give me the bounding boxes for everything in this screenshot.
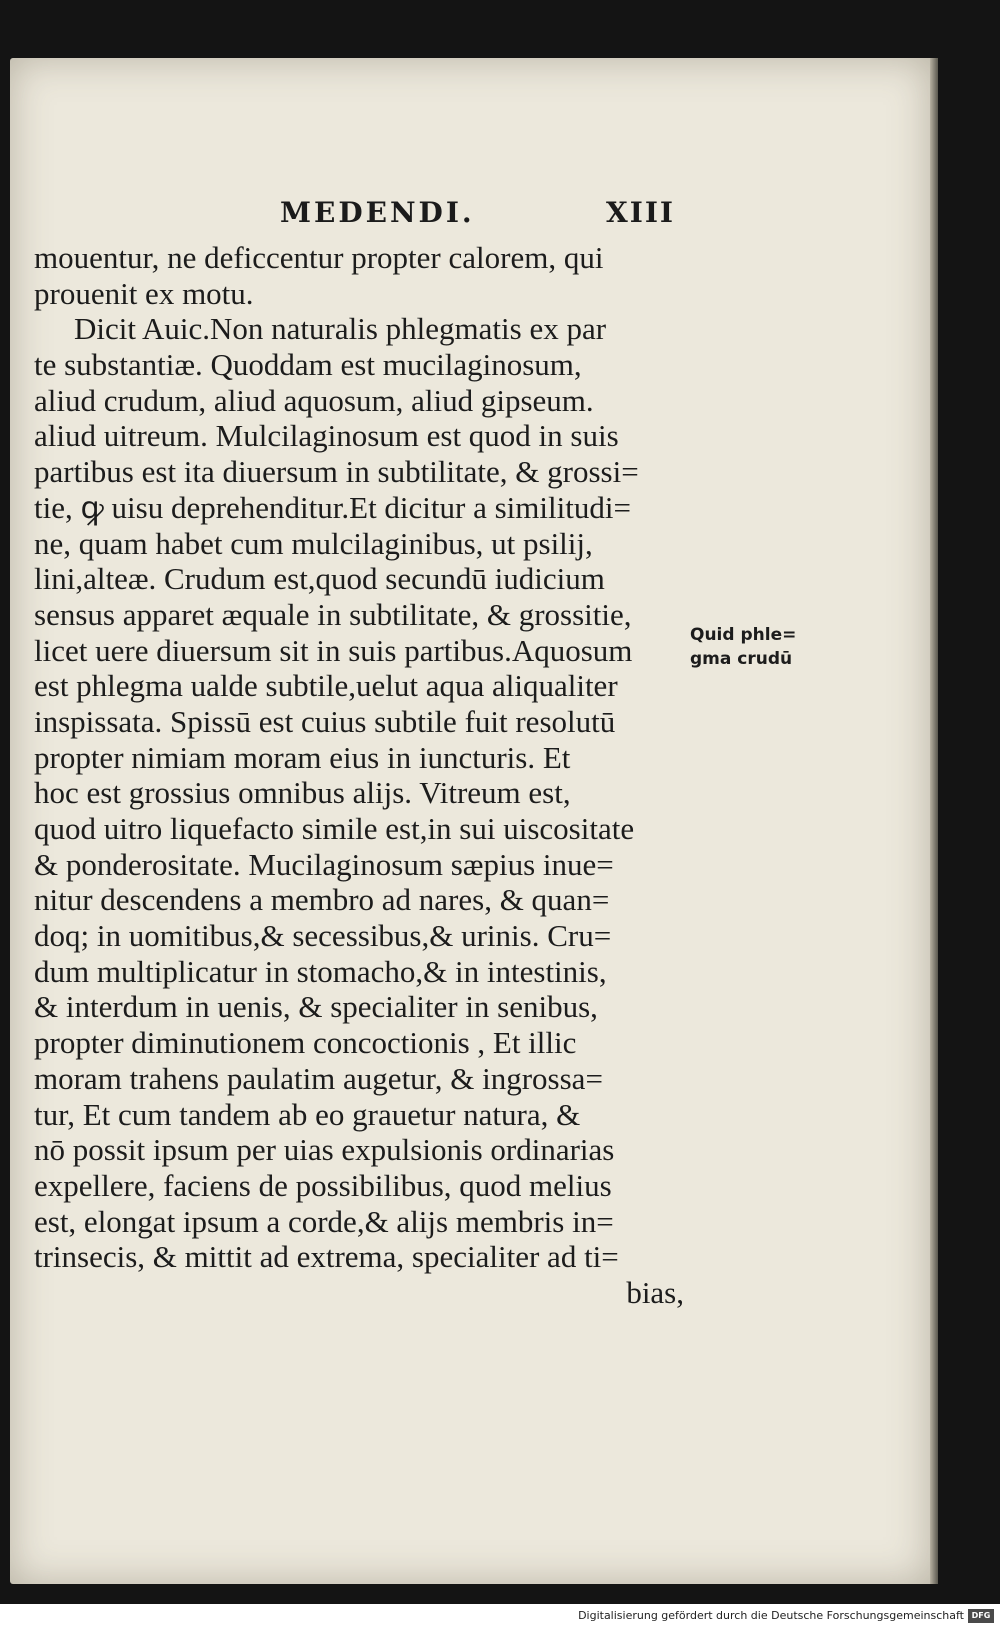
text-line: expellere, faciens de possibilibus, quod melius <box>34 1167 612 1203</box>
text-line: dum multiplicatur in stomacho,& in intestinis, <box>34 953 607 989</box>
text-line: lini,alteæ. Crudum est,quod secundū iudicium <box>34 561 605 597</box>
text-line: prouenit ex motu. <box>34 275 254 311</box>
text-line: sensus apparet æquale in subtilitate, & grossitie, <box>34 596 632 632</box>
dfg-logo-icon: DFG <box>968 1609 994 1623</box>
text-line: licet uere diuersum sit in suis partibus.Aquosum <box>34 632 633 668</box>
text-line: te substantiæ. Quoddam est mucilaginosum, <box>34 347 582 383</box>
text-line: & ponderositate. Mucilaginosum sæpius inue= <box>34 846 614 882</box>
footer-bar <box>0 1604 1000 1630</box>
text-line: propter nimiam moram eius in iuncturis. Et <box>34 739 571 775</box>
book-page <box>10 58 930 1584</box>
funding-credit: Digitalisierung gefördert durch die Deutsche Forschungsgemeinschaft <box>578 1609 964 1622</box>
text-line: nō possit ipsum per uias expulsionis ordinarias <box>34 1132 615 1168</box>
text-line: est, elongat ipsum a corde,& alijs membris in= <box>34 1203 614 1239</box>
text-line: aliud crudum, aliud aquosum, aliud gipseum. <box>34 382 594 418</box>
text-line: mouentur, ne deficcentur propter calorem, qui <box>34 240 604 275</box>
text-line: tur, Et cum tandem ab eo grauetur natura, & <box>34 1096 581 1132</box>
marginal-note-line: Quid phle= <box>690 625 797 645</box>
running-head: MEDENDI. <box>280 196 475 229</box>
folio-number: XIII <box>606 196 676 229</box>
text-line: Dicit Auic.Non naturalis phlegmatis ex par <box>74 311 607 347</box>
text-line: tie, ꝙ uisu deprehenditur.Et dicitur a similitudi= <box>34 489 631 525</box>
text-line: propter diminutionem concoctionis , Et illic <box>34 1025 577 1061</box>
marginal-note-line: gma crudū <box>690 649 793 669</box>
text-line: moram trahens paulatim augetur, & ingrossa= <box>34 1060 603 1096</box>
text-line: aliud uitreum. Mulcilaginosum est quod in suis <box>34 418 619 454</box>
page-edge <box>930 58 938 1584</box>
text-line: inspissata. Spissū est cuius subtile fuit resolutū <box>34 703 616 739</box>
text-line: quod uitro liquefacto simile est,in sui uiscositate <box>34 811 635 846</box>
marginal-note <box>690 623 830 671</box>
text-line: trinsecis, & mittit ad extrema, specialiter ad ti= <box>34 1239 619 1275</box>
text-line: ne, quam habet cum mulcilaginibus, ut psilij, <box>34 525 593 561</box>
text-line: partibus est ita diuersum in subtilitate, & grossi= <box>34 454 639 490</box>
text-line: nitur descendens a membro ad nares, & quan= <box>34 882 610 918</box>
text-line: doq; in uomitibus,& secessibus,& urinis. Cru= <box>34 918 612 954</box>
main-text <box>34 240 684 1311</box>
page-header <box>10 196 930 236</box>
text-line: & interdum in uenis, & specialiter in senibus, <box>34 989 598 1025</box>
text-line: hoc est grossius omnibus alijs. Vitreum est, <box>34 775 571 811</box>
text-line: est phlegma ualde subtile,uelut aqua aliqualiter <box>34 668 618 704</box>
catchword: bias, <box>626 1274 684 1310</box>
